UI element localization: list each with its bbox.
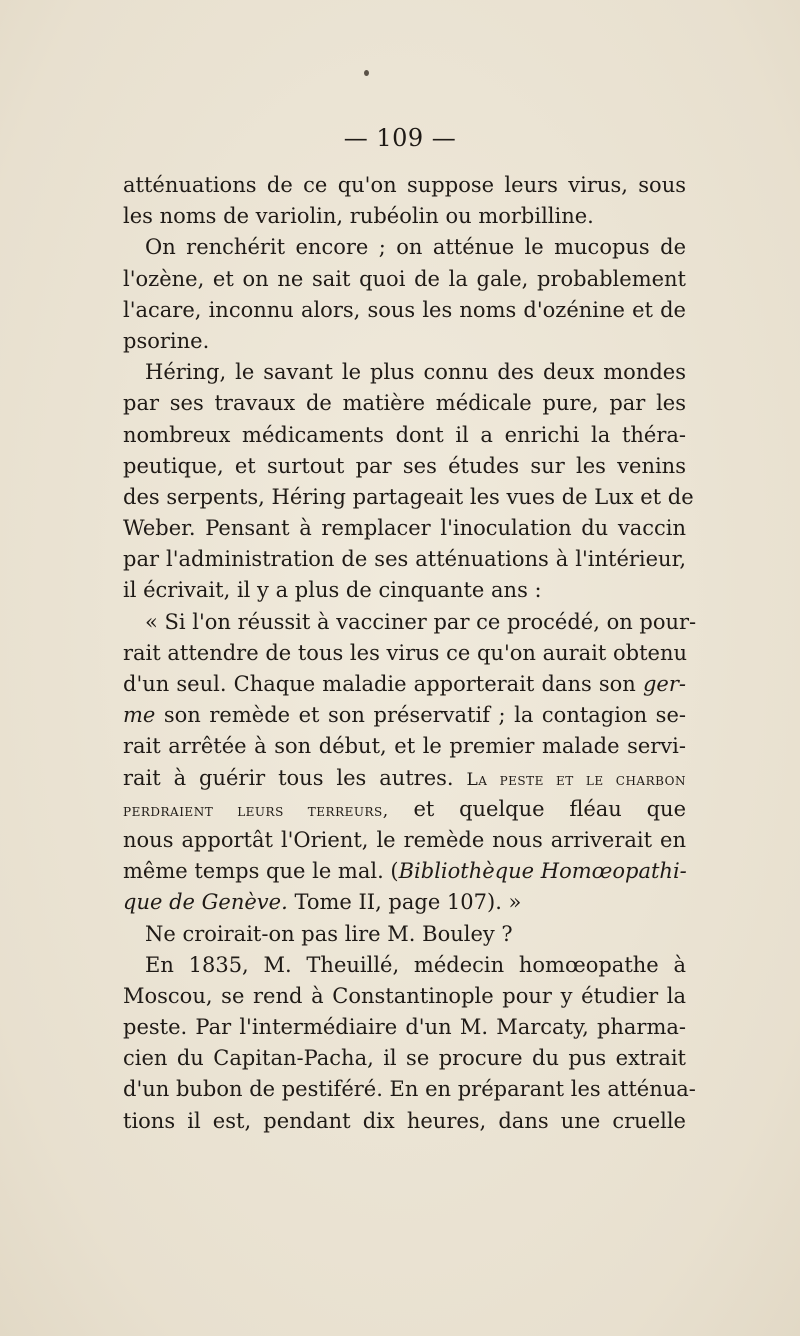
text-line: Ne croirait-on pas lire M. Bouley ? — [145, 921, 513, 946]
text-line: cien du Capitan-Pacha, il se procure du pus extrait — [123, 1046, 686, 1071]
quote-line: nous apportât l'Orient, le remède nous arriverait en — [123, 827, 686, 852]
text-line: Weber. Pensant à remplacer l'inoculation du vaccin — [123, 516, 686, 541]
text-line: d'un bubon de pestiféré. En en préparant les atténua- — [123, 1077, 696, 1102]
quote-line: rait attendre de tous les virus ce qu'on aurait obtenu — [123, 640, 688, 665]
body-text — [123, 170, 697, 1137]
text-line: par ses travaux de matière médicale pure, par les — [123, 391, 686, 416]
text-line: l'acare, inconnu alors, sous les noms d'ozénine et de — [123, 297, 686, 322]
text-line: On renchérit encore ; on atténue le mucopus de — [145, 235, 686, 260]
text-line: atténuations de ce qu'on suppose leurs virus, sous — [123, 173, 686, 197]
quote-line: « Si l'on réussit à vacciner par ce procédé, on pour- — [145, 609, 697, 634]
text-line: peutique, et surtout par ses études sur les venins — [123, 453, 686, 478]
text-line: il écrivait, il y a plus de cinquante ans : — [123, 578, 542, 603]
text-line: Moscou, se rend à Constantinople pour y étudier la — [123, 983, 686, 1008]
ink-speck — [364, 70, 369, 76]
text-line: les noms de variolin, rubéolin ou morbilline. — [123, 204, 594, 229]
text-line: par l'administration de ses atténuations à l'intérieur, — [123, 547, 686, 572]
text-line: des serpents, Héring partageait les vues de Lux et de — [123, 484, 694, 509]
text-line: tions il est, pendant dix heures, dans une cruelle — [123, 1108, 686, 1133]
quote-line: me son remède et son préservatif ; la contagion se- — [123, 703, 686, 728]
page-number: — 109 — — [343, 124, 457, 152]
quote-line: rait à guérir tous les autres. La peste et le charbon — [123, 765, 686, 790]
text-line: l'ozène, et on ne sait quoi de la gale, probablement — [123, 266, 686, 291]
quote-line: d'un seul. Chaque maladie apporterait dans son ger- — [123, 672, 686, 696]
quote-line: rait arrêtée à son début, et le premier malade servi- — [123, 734, 686, 759]
quote-line: que de Genève. Tome II, page 107). » — [123, 890, 522, 915]
text-line: peste. Par l'intermédiaire d'un M. Marcaty, pharma- — [123, 1015, 686, 1040]
text-line: psorine. — [123, 328, 210, 353]
quote-line: perdraient leurs terreurs, et quelque fléau que — [123, 796, 686, 821]
text-line: Héring, le savant le plus connu des deux mondes — [145, 360, 686, 385]
text-line: En 1835, M. Theuillé, médecin homœopathe à — [145, 952, 686, 977]
text-line: nombreux médicaments dont il a enrichi la théra- — [123, 422, 686, 447]
quote-line: même temps que le mal. (Bibliothèque Homœopathi- — [123, 859, 687, 884]
